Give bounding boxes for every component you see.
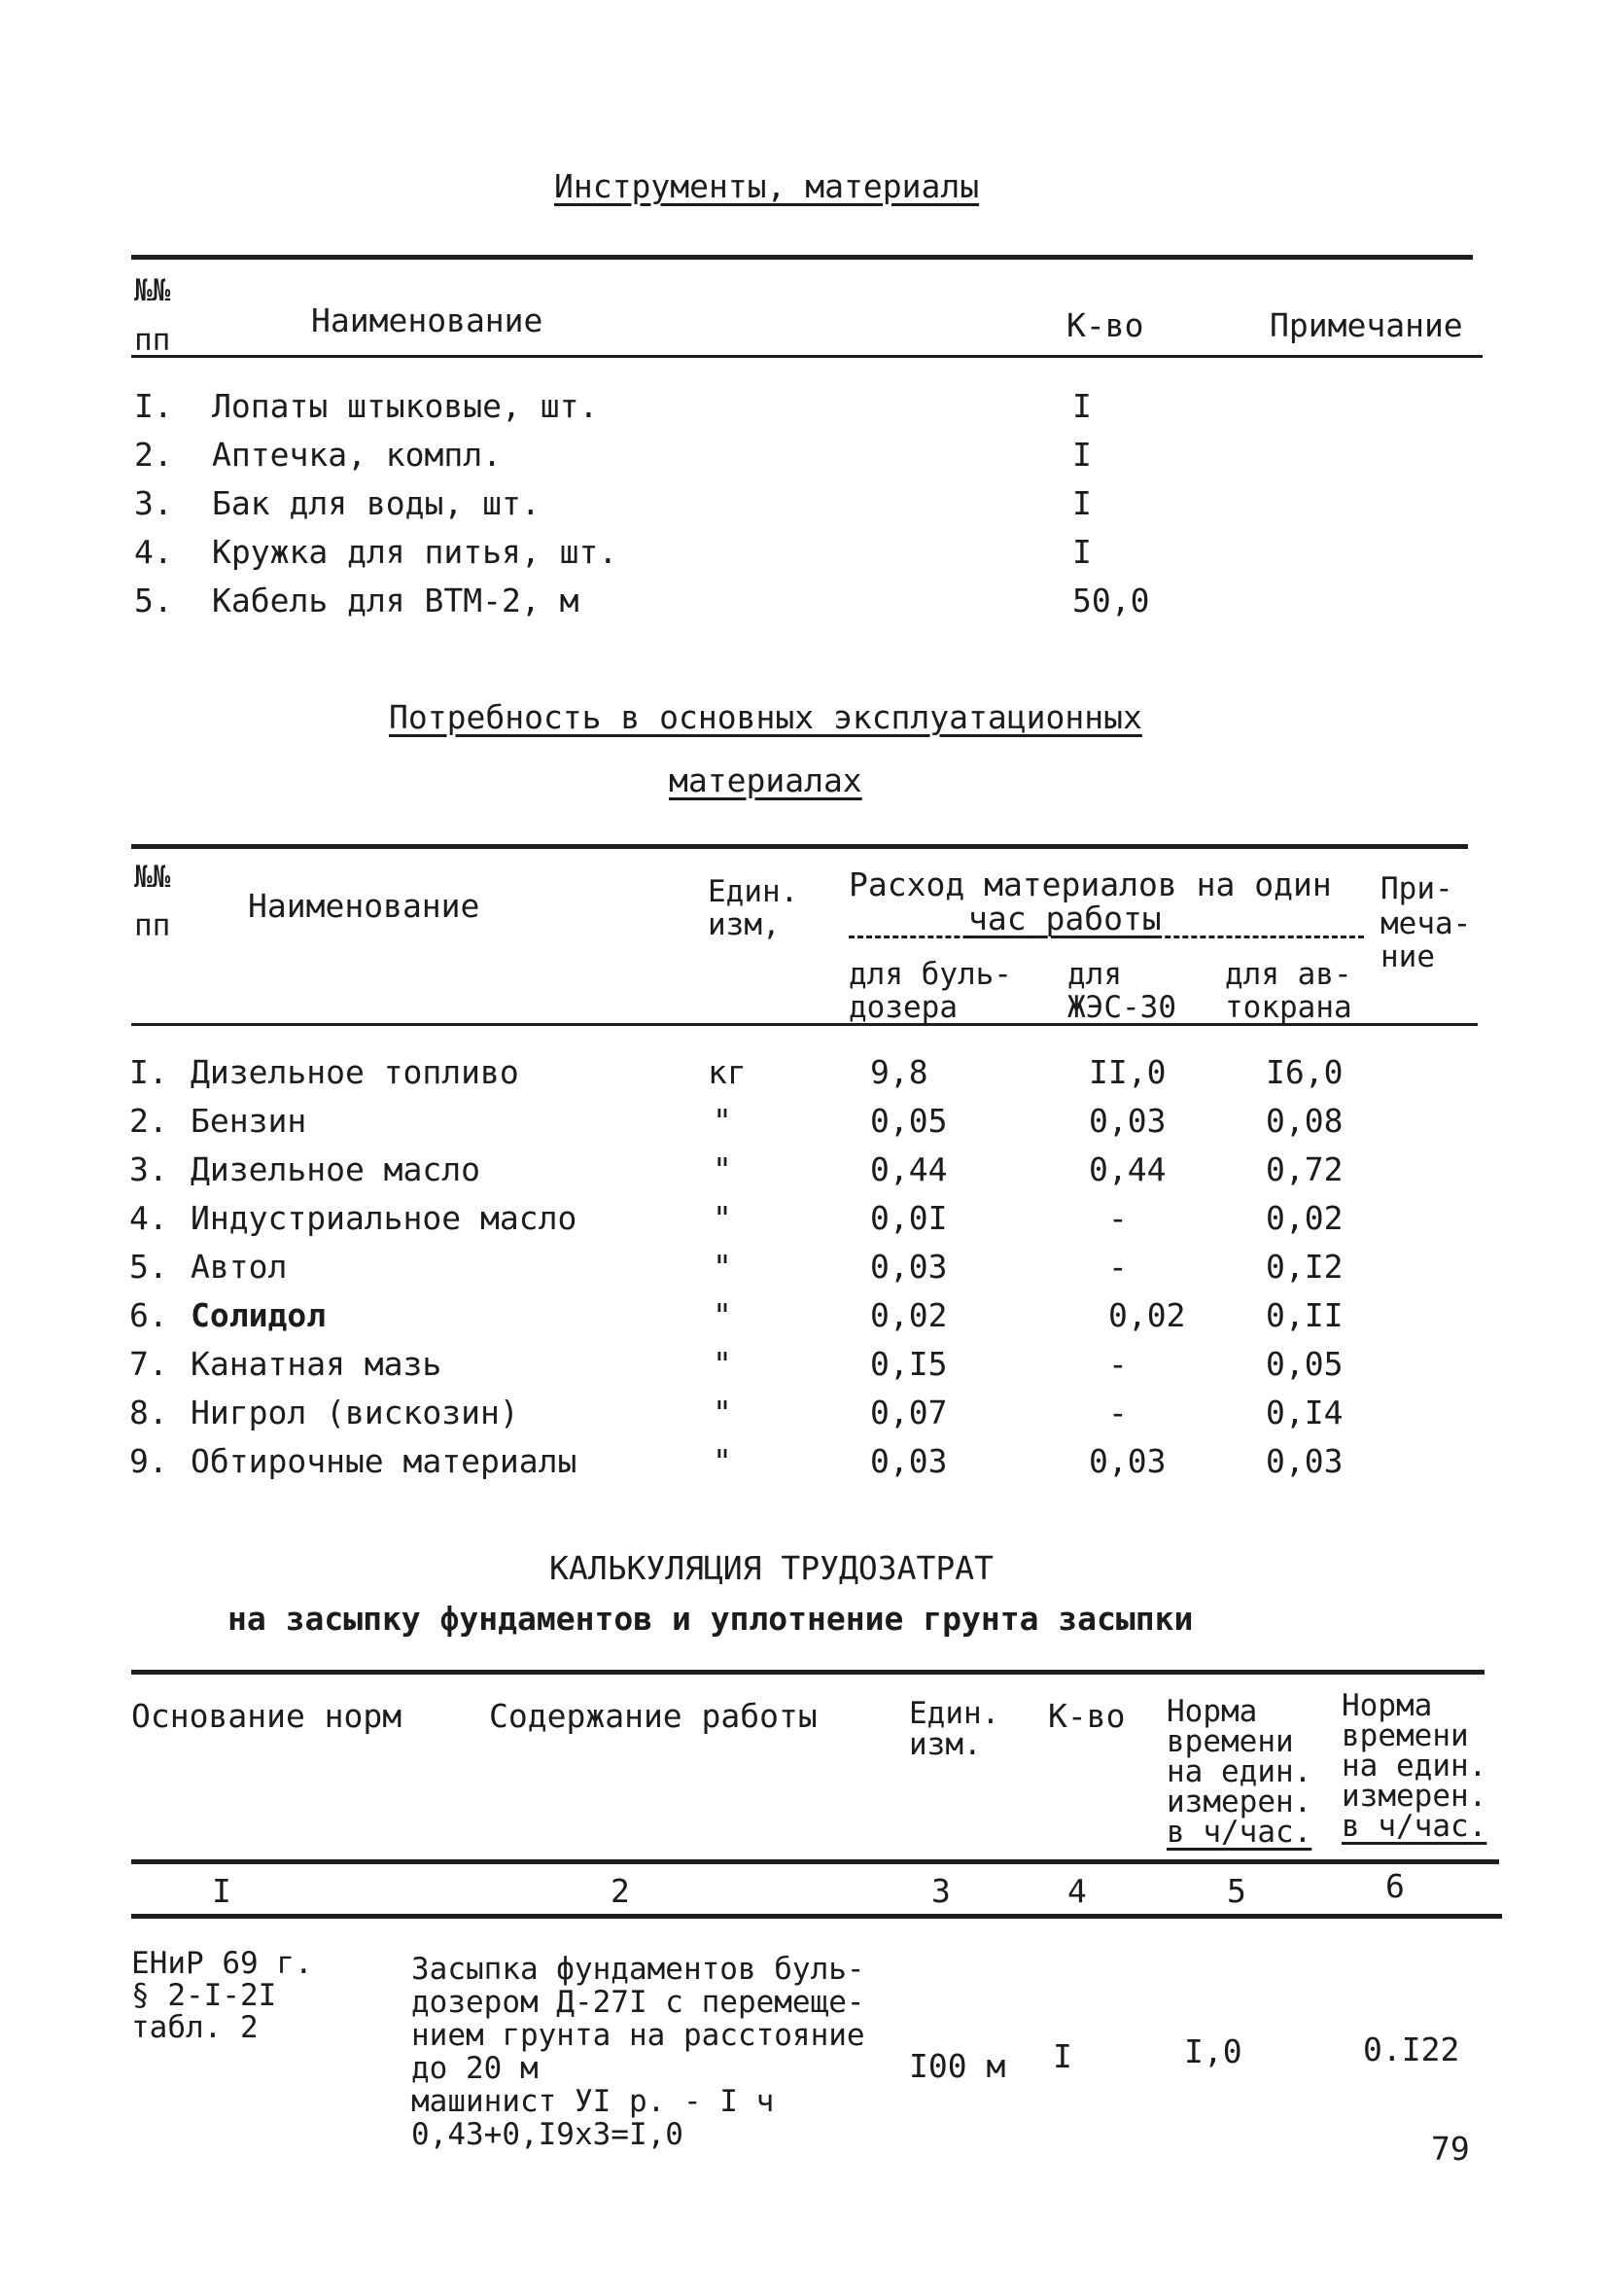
s2-header-crane-line1: для ав- (1225, 957, 1352, 992)
s2-consumption-rule (849, 936, 1364, 938)
s2-header-crane-line2: токрана (1225, 990, 1352, 1025)
s2-row-name: Автол (191, 1248, 288, 1286)
s2-header-bulldozer-line2: дозера (849, 990, 958, 1025)
s2-row-generator: - (1108, 1199, 1128, 1237)
s1-row-name: Аптечка, компл. (212, 436, 503, 474)
s3-content-line4: до 20 м (411, 2051, 539, 2086)
s2-header-generator-line2: ЖЭС-30 (1067, 990, 1176, 1025)
s2-row-num: 6. (129, 1296, 168, 1334)
s1-row-name: Кружка для питья, шт. (212, 533, 618, 571)
s2-row-num: 4. (129, 1199, 168, 1237)
s2-row-unit: " (713, 1296, 732, 1334)
s1-row-num: 4. (134, 533, 173, 571)
s2-row-name: Нигрол (вискозин) (191, 1394, 519, 1431)
s1-row-qty: 50,0 (1072, 582, 1150, 619)
s1-header-num-bottom: пп (134, 323, 171, 358)
s2-row-unit: " (713, 1442, 732, 1480)
s2-row-bulldozer: 0,07 (870, 1394, 948, 1431)
s2-header-bulldozer-line1: для буль- (849, 957, 1012, 992)
s2-row-unit: " (713, 1199, 732, 1237)
s3-unit: I00 м (909, 2047, 1006, 2085)
section3-title-line1: КАЛЬКУЛЯЦИЯ ТРУДОЗАТРАТ (549, 1549, 994, 1587)
s3-header-norm6-line5: в ч/час. (1342, 1809, 1487, 1844)
section1-top-rule (131, 255, 1473, 260)
s1-header-name: Наименование (311, 301, 543, 339)
s3-content-line1: Засыпка фундаментов буль- (411, 1952, 865, 1987)
s2-row-bulldozer: 0,02 (870, 1296, 948, 1334)
s3-content-line3: нием грунта на расстояние (411, 2018, 865, 2053)
s2-row-unit: " (713, 1345, 732, 1383)
s3-header-unit-line2: изм. (909, 1727, 982, 1762)
s2-row-bulldozer: 0,0I (870, 1199, 948, 1237)
s2-header-note-line3: ние (1380, 939, 1435, 974)
page-number: 79 (1431, 2130, 1470, 2168)
s3-header-norm5-line5: в ч/час. (1167, 1815, 1312, 1850)
section2-header-rule (131, 1023, 1478, 1026)
section2-title-line2: материалах (669, 761, 862, 799)
s2-header-unit-line2: изм, (708, 907, 781, 942)
s2-row-unit: " (713, 1248, 732, 1286)
s2-row-name: Бензин (191, 1102, 307, 1140)
section2-title-line1: Потребность в основных эксплуатационных (389, 698, 1142, 736)
s1-row-name: Бак для воды, шт. (212, 484, 541, 522)
s2-row-name: Канатная мазь (191, 1345, 442, 1383)
section3-title-line2: на засыпку фундаментов и уплотнение грунта засыпки (227, 1600, 1194, 1638)
s2-header-unit-line1: Един. (708, 874, 799, 909)
section3-numbers-rule (131, 1914, 1502, 1919)
s3-header-qty: К-во (1048, 1697, 1126, 1735)
s2-row-unit: " (713, 1394, 732, 1431)
s2-row-generator: 0,03 (1089, 1442, 1167, 1480)
s1-row-num: 3. (134, 484, 173, 522)
s3-header-basis: Основание норм (131, 1697, 402, 1735)
s3-col-number: 6 (1385, 1867, 1405, 1905)
s2-row-generator: 0,03 (1089, 1102, 1167, 1140)
s2-row-generator: II,0 (1089, 1053, 1167, 1091)
s1-row-qty: I (1072, 533, 1092, 571)
s1-row-qty: I (1072, 387, 1092, 425)
s2-row-crane: 0,05 (1266, 1345, 1344, 1383)
s2-row-name: Дизельное топливо (191, 1053, 519, 1091)
s1-row-qty: I (1072, 484, 1092, 522)
s1-row-num: 2. (134, 436, 173, 474)
s2-header-note-line1: При- (1380, 871, 1453, 906)
s2-row-num: 5. (129, 1248, 168, 1286)
s3-basis-line1: ЕНиР 69 г. (131, 1946, 313, 1981)
s2-row-name: Солидол (191, 1296, 327, 1334)
s2-row-bulldozer: 9,8 (870, 1053, 928, 1091)
s3-header-norm5-line4: измерен. (1167, 1784, 1312, 1819)
s2-row-name: Индустриальное масло (191, 1199, 577, 1237)
s3-col-number: I (212, 1872, 231, 1910)
s2-header-name: Наименование (248, 887, 480, 925)
s2-row-bulldozer: 0,03 (870, 1248, 948, 1286)
s2-row-num: 3. (129, 1150, 168, 1188)
s2-header-generator-line1: для (1067, 957, 1122, 992)
s3-content-line6: 0,43+0,I9х3=I,0 (411, 2117, 683, 2152)
section1-header-rule (131, 355, 1483, 358)
s3-header-norm6-line1: Норма (1342, 1688, 1433, 1723)
s2-row-bulldozer: 0,05 (870, 1102, 948, 1140)
s3-header-norm5-line2: времени (1167, 1724, 1294, 1759)
s2-row-generator: 0,02 (1108, 1296, 1186, 1334)
s2-row-unit: " (713, 1102, 732, 1140)
s2-row-generator: - (1108, 1345, 1128, 1383)
s1-header-qty: К-во (1066, 306, 1144, 344)
s2-row-crane: 0,I4 (1266, 1394, 1344, 1431)
s2-row-bulldozer: 0,I5 (870, 1345, 948, 1383)
s2-row-name: Обтирочные материалы (191, 1442, 577, 1480)
section1-title: Инструменты, материалы (554, 167, 980, 205)
s2-row-generator: - (1108, 1248, 1128, 1286)
s1-row-num: I. (134, 387, 173, 425)
s3-col-number: 5 (1227, 1872, 1246, 1910)
s2-header-note-line2: меча- (1380, 906, 1472, 941)
s2-row-num: 8. (129, 1394, 168, 1431)
s2-row-crane: 0,I2 (1266, 1248, 1344, 1286)
s3-content-line5: машинист УI р. - I ч (411, 2084, 775, 2119)
s2-row-unit: " (713, 1150, 732, 1188)
s3-content-line2: дозером Д-27I с перемеще- (411, 1985, 865, 2020)
s2-header-consumption-line2: час работы (968, 900, 1162, 937)
s1-row-name: Кабель для ВТМ-2, м (212, 582, 579, 619)
s2-row-crane: 0,II (1266, 1296, 1344, 1334)
s2-row-num: 9. (129, 1442, 168, 1480)
s1-row-name: Лопаты штыковые, шт. (212, 387, 599, 425)
s3-header-norm5-line1: Норма (1167, 1694, 1258, 1729)
s2-row-unit: кг (708, 1053, 747, 1091)
s2-row-num: 2. (129, 1102, 168, 1140)
s2-header-consumption-line1: Расход материалов на один (849, 865, 1332, 903)
s2-row-generator: - (1108, 1394, 1128, 1431)
s2-header-num-bottom: пп (134, 908, 171, 943)
s3-header-unit-line1: Един. (909, 1696, 1000, 1731)
s2-row-crane: I6,0 (1266, 1053, 1344, 1091)
s3-col-number: 3 (931, 1872, 951, 1910)
s2-row-bulldozer: 0,03 (870, 1442, 948, 1480)
s2-row-crane: 0,03 (1266, 1442, 1344, 1480)
s2-row-crane: 0,08 (1266, 1102, 1344, 1140)
s3-header-norm6-line2: времени (1342, 1718, 1469, 1753)
s3-header-norm6-line3: на един. (1342, 1748, 1487, 1784)
s3-norm6: 0.I22 (1363, 2031, 1460, 2068)
s2-row-crane: 0,02 (1266, 1199, 1344, 1237)
section2-top-rule (131, 844, 1468, 849)
s3-header-norm5-line3: на един. (1167, 1754, 1312, 1789)
s3-header-norm6-line4: измерен. (1342, 1779, 1487, 1814)
s1-header-note: Примечание (1270, 306, 1463, 344)
s2-row-name: Дизельное масло (191, 1150, 481, 1188)
s3-col-number: 4 (1067, 1872, 1087, 1910)
s2-row-num: I. (129, 1053, 168, 1091)
s1-header-num-top: №№ (134, 273, 171, 308)
s1-row-qty: I (1072, 436, 1092, 474)
s2-row-bulldozer: 0,44 (870, 1150, 948, 1188)
s2-row-num: 7. (129, 1345, 168, 1383)
section3-header-rule (131, 1859, 1499, 1864)
s3-norm5: I,0 (1184, 2032, 1242, 2070)
section3-top-rule (131, 1670, 1485, 1675)
s3-col-number: 2 (611, 1872, 630, 1910)
s3-basis-line2: § 2-I-2I (131, 1978, 277, 2013)
s1-row-num: 5. (134, 582, 173, 619)
s2-header-num-top: №№ (134, 860, 171, 895)
s3-basis-line3: табл. 2 (131, 2010, 259, 2045)
s3-header-content: Содержание работы (489, 1697, 818, 1735)
s3-qty: I (1053, 2037, 1072, 2075)
s2-row-crane: 0,72 (1266, 1150, 1344, 1188)
s2-row-generator: 0,44 (1089, 1150, 1167, 1188)
